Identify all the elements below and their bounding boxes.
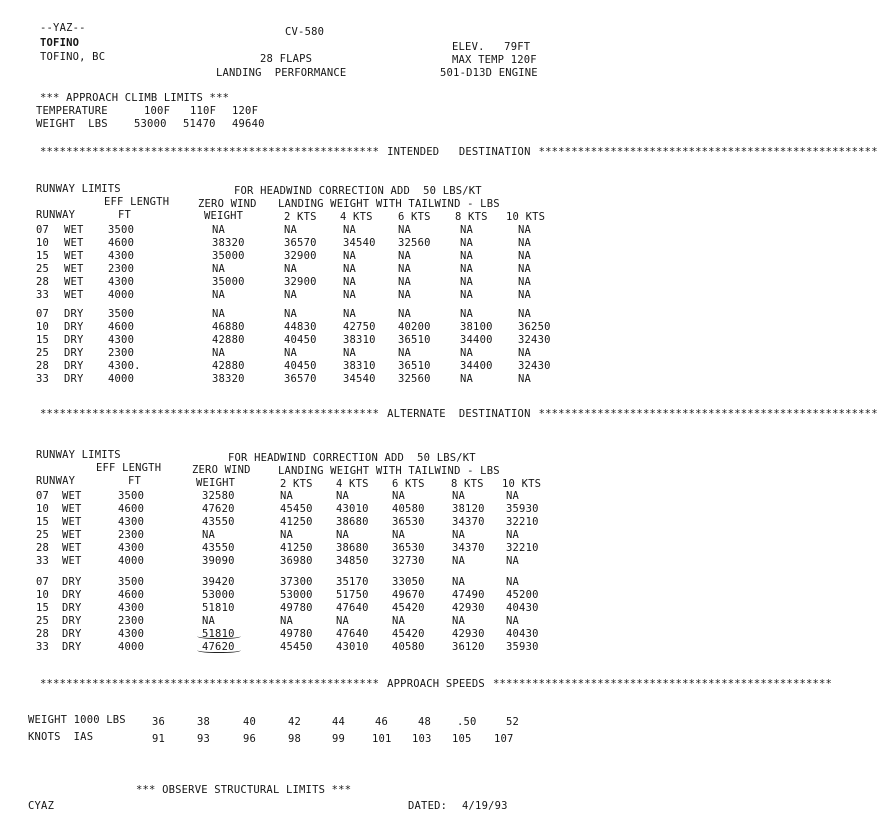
landing-weight-value: NA bbox=[336, 615, 350, 627]
landing-weight-value: NA bbox=[518, 276, 532, 288]
intended-destination-heading: INTENDED DESTINATION bbox=[387, 146, 531, 158]
runway-number: 25 bbox=[36, 347, 50, 359]
landing-weight-value: NA bbox=[202, 615, 216, 627]
ft-header: FT bbox=[118, 209, 132, 221]
landing-weight-value: NA bbox=[343, 263, 357, 275]
runway-condition: DRY bbox=[64, 321, 84, 333]
landing-weight-value: NA bbox=[460, 224, 474, 236]
runway-number: 15 bbox=[36, 250, 50, 262]
weight-value: 53000 bbox=[134, 118, 167, 130]
landing-weight-value: NA bbox=[518, 308, 532, 320]
speed-weight-label: WEIGHT 1000 LBS bbox=[28, 714, 126, 726]
runway-number: 10 bbox=[36, 237, 50, 249]
landing-weight-value: NA bbox=[392, 615, 406, 627]
observe-structural-limits: *** OBSERVE STRUCTURAL LIMITS *** bbox=[136, 784, 352, 796]
landing-weight-value: 51750 bbox=[336, 589, 369, 601]
landing-weight-value: 35930 bbox=[506, 641, 539, 653]
landing-weight-value: 34400 bbox=[460, 360, 493, 372]
eff-length-value: 4300. bbox=[108, 360, 141, 372]
landing-weight-value: 53000 bbox=[202, 589, 235, 601]
landing-weight-value: 32900 bbox=[284, 276, 317, 288]
kts-header: 6 KTS bbox=[392, 478, 425, 490]
landing-weight-value: 33050 bbox=[392, 576, 425, 588]
landing-weight-value: 47620 bbox=[202, 641, 235, 653]
station-code-footer: CYAZ bbox=[28, 800, 55, 812]
landing-weight-value: NA bbox=[506, 555, 520, 567]
landing-weight-value: NA bbox=[336, 490, 350, 502]
runway-number: 28 bbox=[36, 542, 50, 554]
landing-weight-value: NA bbox=[392, 529, 406, 541]
landing-weight-value: NA bbox=[452, 529, 466, 541]
runway-condition: WET bbox=[64, 263, 84, 275]
zero-wind-header: ZERO WIND bbox=[198, 198, 257, 210]
landing-weight-value: 36510 bbox=[398, 360, 431, 372]
runway-condition: DRY bbox=[62, 615, 82, 627]
landing-weight-value: 32560 bbox=[398, 373, 431, 385]
landing-weight-value: 47490 bbox=[452, 589, 485, 601]
landing-weight-value: 32210 bbox=[506, 542, 539, 554]
runway-condition: DRY bbox=[64, 334, 84, 346]
landing-weight-value: NA bbox=[518, 289, 532, 301]
runway-number: 33 bbox=[36, 555, 50, 567]
speed-knots-value: 93 bbox=[197, 733, 211, 745]
landing-weight-value: 40430 bbox=[506, 602, 539, 614]
landing-weight-value: NA bbox=[506, 576, 520, 588]
landing-weight-value: 38310 bbox=[343, 360, 376, 372]
landing-weight-value: NA bbox=[343, 276, 357, 288]
landing-weight-value: 32580 bbox=[202, 490, 235, 502]
landing-weight-value: NA bbox=[212, 224, 226, 236]
runway-limits-label: RUNWAY LIMITS bbox=[36, 183, 121, 195]
dated-value: 4/19/93 bbox=[462, 800, 508, 812]
landing-weight-value: NA bbox=[284, 308, 298, 320]
runway-number: 15 bbox=[36, 334, 50, 346]
runway-condition: WET bbox=[62, 516, 82, 528]
landing-weight-value: 38320 bbox=[212, 373, 245, 385]
headwind-correction: FOR HEADWIND CORRECTION ADD 50 LBS/KT bbox=[228, 452, 476, 464]
landing-weight-value: NA bbox=[284, 224, 298, 236]
speed-weight-value: 40 bbox=[243, 716, 257, 728]
landing-weight-value: NA bbox=[452, 490, 466, 502]
temp-value: 110F bbox=[190, 105, 217, 117]
landing-weight-value: NA bbox=[343, 224, 357, 236]
landing-weight-value: NA bbox=[212, 263, 226, 275]
kts-header: 8 KTS bbox=[451, 478, 484, 490]
eff-length-value: 2300 bbox=[118, 615, 145, 627]
runway-condition: DRY bbox=[64, 373, 84, 385]
landing-weight-value: 37300 bbox=[280, 576, 313, 588]
eff-length-value: 3500 bbox=[108, 308, 135, 320]
eff-length-value: 4300 bbox=[108, 250, 135, 262]
runway-number: 10 bbox=[36, 321, 50, 333]
landing-weight-value: 51810 bbox=[202, 602, 235, 614]
kts-header: 10 KTS bbox=[502, 478, 542, 490]
landing-weight-value: 47640 bbox=[336, 628, 369, 640]
landing-weight-value: 34370 bbox=[452, 516, 485, 528]
landing-weight-value: 40450 bbox=[284, 334, 317, 346]
elevation: ELEV. 79FT bbox=[452, 41, 531, 53]
weight-label: WEIGHT LBS bbox=[36, 118, 108, 130]
landing-weight-value: NA bbox=[518, 347, 532, 359]
landing-weight-value: 36510 bbox=[398, 334, 431, 346]
landing-weight-value: 36570 bbox=[284, 237, 317, 249]
landing-weight-value: NA bbox=[212, 347, 226, 359]
ft-header: FT bbox=[128, 475, 142, 487]
landing-weight-value: NA bbox=[398, 289, 412, 301]
landing-weight-value: 38100 bbox=[460, 321, 493, 333]
landing-weight-value: NA bbox=[460, 373, 474, 385]
speed-weight-value: 38 bbox=[197, 716, 211, 728]
speed-weight-value: 46 bbox=[375, 716, 389, 728]
eff-length-value: 4300 bbox=[118, 516, 145, 528]
landing-weight-value: NA bbox=[452, 576, 466, 588]
landing-weight-value: 38120 bbox=[452, 503, 485, 515]
landing-weight-value: NA bbox=[392, 490, 406, 502]
landing-weight-value: NA bbox=[284, 347, 298, 359]
landing-weight-value: 42880 bbox=[212, 360, 245, 372]
landing-weight-value: 40430 bbox=[506, 628, 539, 640]
landing-weight-value: 49780 bbox=[280, 602, 313, 614]
landing-weight-value: 35000 bbox=[212, 276, 245, 288]
landing-weight-value: NA bbox=[284, 289, 298, 301]
runway-condition: DRY bbox=[62, 641, 82, 653]
landing-weight-value: 45420 bbox=[392, 602, 425, 614]
kts-header: 4 KTS bbox=[340, 211, 373, 223]
eff-length-value: 4000 bbox=[118, 641, 145, 653]
runway-number: 10 bbox=[36, 503, 50, 515]
landing-weight-value: 43550 bbox=[202, 542, 235, 554]
landing-weight-value: NA bbox=[398, 347, 412, 359]
runway-condition: WET bbox=[62, 542, 82, 554]
landing-weight-value: 41250 bbox=[280, 542, 313, 554]
landing-weight-value: 39090 bbox=[202, 555, 235, 567]
speed-weight-value: 48 bbox=[418, 716, 432, 728]
kts-header: 2 KTS bbox=[280, 478, 313, 490]
runway-condition: WET bbox=[64, 250, 84, 262]
speed-knots-value: 98 bbox=[288, 733, 302, 745]
landing-weight-value: 32560 bbox=[398, 237, 431, 249]
landing-weight-value: NA bbox=[343, 250, 357, 262]
landing-weight-value: 32900 bbox=[284, 250, 317, 262]
eff-length-value: 3500 bbox=[108, 224, 135, 236]
approach-speeds-divider: **************************************************** APPROACH SPEEDS **************************************************** bbox=[40, 678, 833, 690]
landing-weight-value: 39420 bbox=[202, 576, 235, 588]
runway-number: 07 bbox=[36, 490, 50, 502]
speed-weight-value: 52 bbox=[506, 716, 520, 728]
runway-number: 07 bbox=[36, 576, 50, 588]
landing-weight-value: 45450 bbox=[280, 641, 313, 653]
handwritten-underline-mark bbox=[197, 646, 241, 653]
runway-limits-label: RUNWAY LIMITS bbox=[36, 449, 121, 461]
landing-weight-value: NA bbox=[518, 224, 532, 236]
runway-condition: WET bbox=[64, 224, 84, 236]
landing-weight-value: 36530 bbox=[392, 516, 425, 528]
landing-weight-value: NA bbox=[518, 250, 532, 262]
landing-weight-value: 49670 bbox=[392, 589, 425, 601]
landing-weight-value: 42930 bbox=[452, 602, 485, 614]
landing-weight-value: NA bbox=[398, 224, 412, 236]
speed-knots-value: 103 bbox=[412, 733, 432, 745]
runway-condition: WET bbox=[62, 555, 82, 567]
landing-weight-value: NA bbox=[460, 276, 474, 288]
landing-weight-value: 35000 bbox=[212, 250, 245, 262]
landing-weight-value: NA bbox=[518, 263, 532, 275]
eff-length-value: 4300 bbox=[108, 276, 135, 288]
runway-number: 25 bbox=[36, 263, 50, 275]
landing-weight-value: 40580 bbox=[392, 503, 425, 515]
eff-length-value: 2300 bbox=[108, 347, 135, 359]
runway-condition: WET bbox=[64, 289, 84, 301]
landing-weight-value: NA bbox=[506, 529, 520, 541]
kts-header: 10 KTS bbox=[506, 211, 546, 223]
runway-condition: DRY bbox=[62, 576, 82, 588]
headwind-correction: FOR HEADWIND CORRECTION ADD 50 LBS/KT bbox=[234, 185, 482, 197]
weight-value: 49640 bbox=[232, 118, 265, 130]
landing-weight-value: 45200 bbox=[506, 589, 539, 601]
landing-weight-value: 34540 bbox=[343, 237, 376, 249]
landing-weight-value: NA bbox=[343, 347, 357, 359]
landing-weight-value: NA bbox=[398, 250, 412, 262]
eff-length-value: 4000 bbox=[118, 555, 145, 567]
landing-weight-value: 36120 bbox=[452, 641, 485, 653]
temperature-label: TEMPERATURE bbox=[36, 105, 108, 117]
eff-length-value: 4600 bbox=[108, 237, 135, 249]
landing-weight-value: NA bbox=[280, 529, 294, 541]
landing-weight-value: 38310 bbox=[343, 334, 376, 346]
engine-type: 501-D13D ENGINE bbox=[440, 67, 538, 79]
runway-number: 07 bbox=[36, 308, 50, 320]
runway-header: RUNWAY bbox=[36, 209, 76, 221]
landing-weight-value: NA bbox=[518, 237, 532, 249]
landing-weight-value: 45420 bbox=[392, 628, 425, 640]
flaps-setting: 28 FLAPS bbox=[260, 53, 313, 65]
landing-weight-value: NA bbox=[284, 263, 298, 275]
landing-weight-value: 53000 bbox=[280, 589, 313, 601]
tailwind-header: LANDING WEIGHT WITH TAILWIND - LBS bbox=[278, 465, 500, 477]
landing-weight-value: NA bbox=[398, 308, 412, 320]
eff-length-value: 4300 bbox=[108, 334, 135, 346]
eff-length-value: 4000 bbox=[108, 289, 135, 301]
landing-weight-value: NA bbox=[336, 529, 350, 541]
landing-weight-value: 45450 bbox=[280, 503, 313, 515]
landing-weight-value: 36570 bbox=[284, 373, 317, 385]
weight-header: WEIGHT bbox=[204, 210, 244, 222]
weight-value: 51470 bbox=[183, 118, 216, 130]
landing-weight-value: NA bbox=[506, 615, 520, 627]
weight-header: WEIGHT bbox=[196, 477, 236, 489]
landing-weight-value: 36980 bbox=[280, 555, 313, 567]
runway-number: 25 bbox=[36, 615, 50, 627]
runway-condition: DRY bbox=[64, 308, 84, 320]
landing-weight-value: 42750 bbox=[343, 321, 376, 333]
landing-weight-value: 49780 bbox=[280, 628, 313, 640]
runway-condition: DRY bbox=[62, 628, 82, 640]
landing-weight-value: 38680 bbox=[336, 542, 369, 554]
dated-label: DATED: bbox=[408, 800, 448, 812]
approach-speeds-heading: APPROACH SPEEDS bbox=[387, 678, 485, 690]
max-temp: MAX TEMP 120F bbox=[452, 54, 537, 66]
runway-number: 28 bbox=[36, 276, 50, 288]
eff-length-value: 4000 bbox=[108, 373, 135, 385]
speed-weight-value: 44 bbox=[332, 716, 346, 728]
runway-number: 07 bbox=[36, 224, 50, 236]
landing-weight-value: 43010 bbox=[336, 503, 369, 515]
alternate-destination-heading: ALTERNATE DESTINATION bbox=[387, 408, 531, 420]
runway-condition: WET bbox=[62, 490, 82, 502]
landing-weight-value: 43010 bbox=[336, 641, 369, 653]
eff-length-value: 4600 bbox=[118, 503, 145, 515]
runway-number: 15 bbox=[36, 602, 50, 614]
landing-weight-value: NA bbox=[212, 289, 226, 301]
landing-weight-value: 36250 bbox=[518, 321, 551, 333]
temp-value: 120F bbox=[232, 105, 259, 117]
runway-number: 28 bbox=[36, 360, 50, 372]
eff-length-value: 2300 bbox=[108, 263, 135, 275]
speed-knots-value: 105 bbox=[452, 733, 472, 745]
speed-weight-value: .50 bbox=[457, 716, 477, 728]
landing-weight-value: 42880 bbox=[212, 334, 245, 346]
airport-name: TOFINO bbox=[40, 37, 80, 49]
landing-weight-value: NA bbox=[452, 615, 466, 627]
handwritten-underline-mark bbox=[197, 632, 241, 639]
landing-weight-value: 38680 bbox=[336, 516, 369, 528]
landing-weight-value: 34850 bbox=[336, 555, 369, 567]
eff-length-header: EFF LENGTH bbox=[96, 462, 162, 474]
eff-length-value: 4300 bbox=[118, 602, 145, 614]
landing-weight-value: 32430 bbox=[518, 334, 551, 346]
eff-length-value: 2300 bbox=[118, 529, 145, 541]
landing-weight-value: 32430 bbox=[518, 360, 551, 372]
eff-length-value: 4300 bbox=[118, 628, 145, 640]
runway-condition: WET bbox=[64, 276, 84, 288]
station-code: --YAZ-- bbox=[40, 22, 86, 34]
landing-weight-value: 47620 bbox=[202, 503, 235, 515]
eff-length-value: 4600 bbox=[118, 589, 145, 601]
landing-weight-value: 40580 bbox=[392, 641, 425, 653]
runway-condition: DRY bbox=[62, 589, 82, 601]
landing-weight-value: NA bbox=[460, 347, 474, 359]
runway-number: 33 bbox=[36, 373, 50, 385]
climb-limits-title: *** APPROACH CLIMB LIMITS *** bbox=[40, 92, 230, 104]
eff-length-value: 3500 bbox=[118, 576, 145, 588]
landing-weight-value: 40450 bbox=[284, 360, 317, 372]
runway-condition: DRY bbox=[62, 602, 82, 614]
runway-condition: WET bbox=[62, 529, 82, 541]
landing-weight-value: NA bbox=[343, 308, 357, 320]
landing-weight-value: NA bbox=[460, 289, 474, 301]
runway-condition: WET bbox=[62, 503, 82, 515]
speed-knots-value: 101 bbox=[372, 733, 392, 745]
landing-weight-value: 35930 bbox=[506, 503, 539, 515]
landing-weight-value: 38320 bbox=[212, 237, 245, 249]
eff-length-value: 3500 bbox=[118, 490, 145, 502]
kts-header: 6 KTS bbox=[398, 211, 431, 223]
landing-weight-value: NA bbox=[212, 308, 226, 320]
runway-condition: DRY bbox=[64, 347, 84, 359]
landing-weight-value: 32730 bbox=[392, 555, 425, 567]
runway-number: 10 bbox=[36, 589, 50, 601]
eff-length-value: 4300 bbox=[118, 542, 145, 554]
city-name: TOFINO, BC bbox=[40, 51, 106, 63]
landing-weight-value: 43550 bbox=[202, 516, 235, 528]
runway-header: RUNWAY bbox=[36, 475, 76, 487]
landing-weight-value: 44830 bbox=[284, 321, 317, 333]
intended-destination-divider: **************************************************** INTENDED DESTINATION **************************************************** bbox=[40, 146, 878, 158]
runway-number: 25 bbox=[36, 529, 50, 541]
eff-length-value: 4600 bbox=[108, 321, 135, 333]
landing-weight-value: 40200 bbox=[398, 321, 431, 333]
kts-header: 4 KTS bbox=[336, 478, 369, 490]
landing-weight-value: 34400 bbox=[460, 334, 493, 346]
landing-weight-value: NA bbox=[460, 263, 474, 275]
landing-weight-value: 32210 bbox=[506, 516, 539, 528]
landing-weight-value: NA bbox=[398, 263, 412, 275]
landing-weight-value: 35170 bbox=[336, 576, 369, 588]
runway-number: 33 bbox=[36, 641, 50, 653]
document-title: LANDING PERFORMANCE bbox=[216, 67, 347, 79]
speed-knots-value: 96 bbox=[243, 733, 257, 745]
temp-value: 100F bbox=[144, 105, 171, 117]
speed-weight-value: 36 bbox=[152, 716, 166, 728]
landing-weight-value: NA bbox=[452, 555, 466, 567]
landing-weight-value: NA bbox=[460, 237, 474, 249]
landing-weight-value: NA bbox=[280, 490, 294, 502]
eff-length-header: EFF LENGTH bbox=[104, 196, 170, 208]
alternate-destination-divider: **************************************************** ALTERNATE DESTINATION **************************************************** bbox=[40, 408, 878, 420]
landing-weight-value: 34370 bbox=[452, 542, 485, 554]
landing-weight-value: 42930 bbox=[452, 628, 485, 640]
landing-weight-value: NA bbox=[398, 276, 412, 288]
runway-number: 15 bbox=[36, 516, 50, 528]
kts-header: 2 KTS bbox=[284, 211, 317, 223]
zero-wind-header: ZERO WIND bbox=[192, 464, 251, 476]
landing-weight-value: NA bbox=[202, 529, 216, 541]
aircraft-type: CV-580 bbox=[285, 26, 325, 38]
landing-weight-value: 41250 bbox=[280, 516, 313, 528]
speed-weight-value: 42 bbox=[288, 716, 302, 728]
speed-knots-value: 91 bbox=[152, 733, 166, 745]
speed-knots-value: 107 bbox=[494, 733, 514, 745]
landing-weight-value: NA bbox=[460, 308, 474, 320]
landing-weight-value: 47640 bbox=[336, 602, 369, 614]
speed-knots-value: 99 bbox=[332, 733, 346, 745]
landing-weight-value: 46880 bbox=[212, 321, 245, 333]
landing-weight-value: NA bbox=[518, 373, 532, 385]
landing-weight-value: 34540 bbox=[343, 373, 376, 385]
speed-knots-label: KNOTS IAS bbox=[28, 731, 94, 743]
runway-condition: DRY bbox=[64, 360, 84, 372]
landing-weight-value: NA bbox=[460, 250, 474, 262]
kts-header: 8 KTS bbox=[455, 211, 488, 223]
runway-number: 28 bbox=[36, 628, 50, 640]
runway-number: 33 bbox=[36, 289, 50, 301]
landing-weight-value: NA bbox=[280, 615, 294, 627]
landing-weight-value: 36530 bbox=[392, 542, 425, 554]
tailwind-header: LANDING WEIGHT WITH TAILWIND - LBS bbox=[278, 198, 500, 210]
landing-weight-value: NA bbox=[343, 289, 357, 301]
runway-condition: WET bbox=[64, 237, 84, 249]
landing-weight-value: 51810 bbox=[202, 628, 235, 640]
landing-weight-value: NA bbox=[506, 490, 520, 502]
